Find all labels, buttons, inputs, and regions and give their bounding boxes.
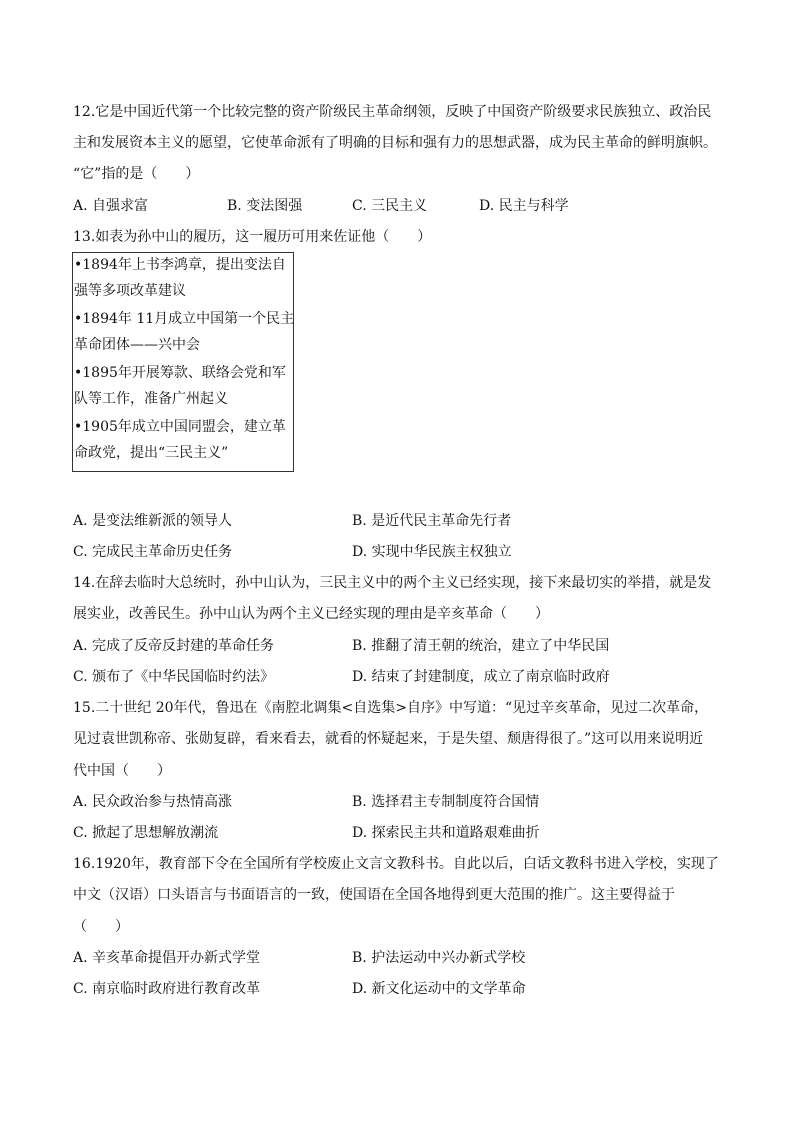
- resume-table-line-2: 强等多项改革建议: [74, 283, 186, 299]
- q16-stem-line-1: 16.1920年，教育部下令在全国所有学校废止文言文教科书。自此以后，白话文教科书进入学校，实现了: [73, 856, 719, 872]
- resume-table-line-7: •1905年成立中国同盟会，建立革: [74, 419, 286, 435]
- q12-option-d: D. 民主与科学: [479, 198, 569, 214]
- q16-option-b: B. 护法运动中兴办新式学校: [352, 950, 526, 966]
- q14-option-d: D. 结束了封建制度，成立了南京临时政府: [352, 669, 610, 685]
- resume-table-line-6: 队等工作，准备广州起义: [74, 391, 228, 407]
- q16-option-a: A. 辛亥革命提倡开办新式学堂: [73, 950, 261, 966]
- q15-option-a: A. 民众政治参与热情高涨: [73, 794, 233, 810]
- q14-option-c: C. 颁布了《中华民国临时约法》: [73, 669, 275, 685]
- q15-stem-line-2: 见过袁世凯称帝、张勋复辟，看来看去，就看的怀疑起来，于是失望、颓唐得很了。”这可以用来说明近: [73, 731, 704, 747]
- q12-option-c: C. 三民主义: [352, 198, 428, 214]
- q13-option-a: A. 是变法维新派的领导人: [73, 513, 233, 529]
- q16-option-d: D. 新文化运动中的文学革命: [352, 981, 526, 997]
- q13-option-c: C. 完成民主革命历史任务: [73, 544, 233, 560]
- q12-stem-line-1: 12.它是中国近代第一个比较完整的资产阶级民主革命纲领，反映了中国资产阶级要求民族独立、政治民: [73, 104, 712, 120]
- q15-option-b: B. 选择君主专制制度符合国情: [352, 794, 540, 810]
- resume-table-line-1: •1894年上书李鸿章，提出变法自: [74, 257, 286, 273]
- q14-stem-line-1: 14.在辞去临时大总统时，孙中山认为，三民主义中的两个主义已经实现，接下来最切实的举措，就是发: [73, 575, 712, 591]
- resume-table-line-8: 命政党，提出“三民主义”: [74, 445, 229, 461]
- q14-option-b: B. 推翻了清王朝的统治，建立了中华民国: [352, 638, 610, 654]
- q15-option-d: D. 探索民主共和道路艰难曲折: [352, 825, 540, 841]
- q14-stem-line-2: 展实业，改善民生。孙中山认为两个主义已经实现的理由是辛亥革命（ ）: [73, 606, 549, 622]
- q13-option-b: B. 是近代民主革命先行者: [352, 513, 512, 529]
- q14-option-a: A. 完成了反帝反封建的革命任务: [73, 638, 275, 654]
- resume-table-line-4: 革命团体——兴中会: [74, 337, 200, 353]
- q16-option-c: C. 南京临时政府进行教育改革: [73, 981, 261, 997]
- q12-option-a: A. 自强求富: [73, 198, 149, 214]
- q12-option-b: B. 变法图强: [227, 198, 303, 214]
- q15-stem-line-3: 代中国（ ）: [73, 763, 171, 779]
- q12-stem-line-3: “它”指的是（ ）: [73, 166, 200, 182]
- q15-stem-line-1: 15.二十世纪 20年代，鲁迅在《南腔北调集<自选集>自序》中写道：“见过辛亥革命，见过二次革命，: [73, 700, 709, 716]
- q12-stem-line-2: 主和发展资本主义的愿望，它使革命派有了明确的目标和强有力的思想武器，成为民主革命的鲜明旗帜。: [73, 135, 717, 151]
- q13-option-d: D. 实现中华民族主权独立: [352, 544, 512, 560]
- resume-table-line-5: •1895年开展筹款、联络会党和军: [74, 365, 286, 381]
- q13-stem: 13.如表为孙中山的履历，这一履历可用来佐证他（ ）: [73, 229, 432, 245]
- resume-table-line-3: •1894年 11月成立中国第一个民主: [74, 311, 295, 327]
- q16-stem-line-3: （ ）: [73, 919, 129, 935]
- q16-stem-line-2: 中文（汉语）口头语言与书面语言的一致，使国语在全国各地得到更大范围的推广。这主要得益于: [73, 887, 675, 903]
- q15-option-c: C. 掀起了思想解放潮流: [73, 825, 219, 841]
